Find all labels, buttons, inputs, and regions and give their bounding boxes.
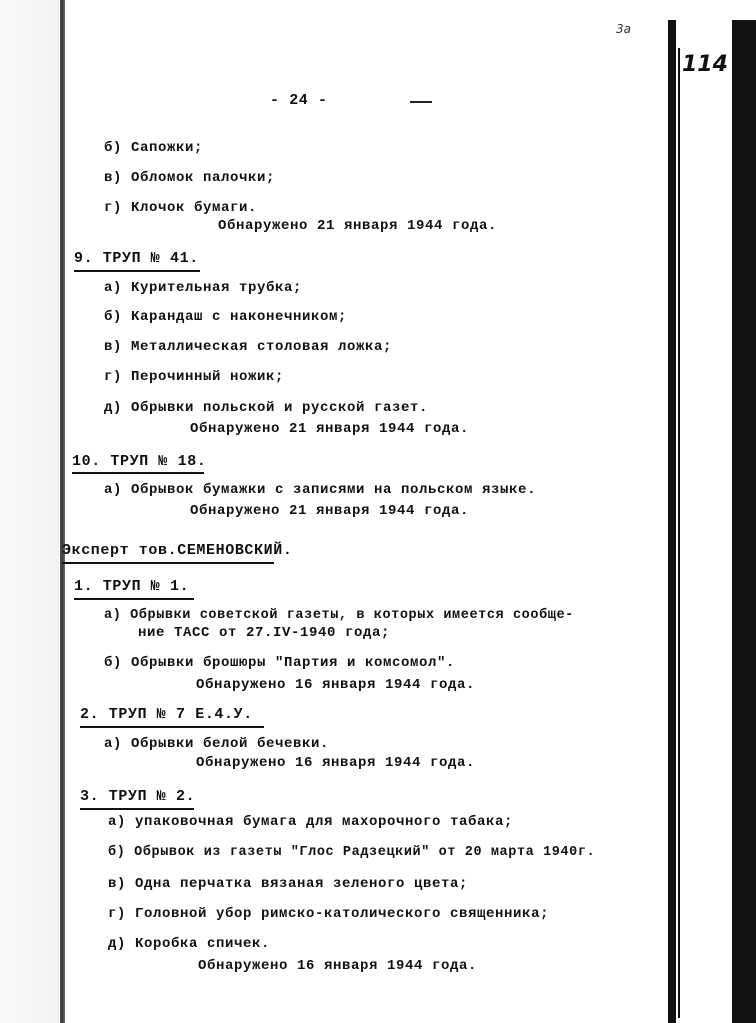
section-heading: 1. ТРУП № 1.	[74, 578, 190, 595]
folio-corner-mark: 3а	[616, 22, 631, 36]
discovery-date: Обнаружено 16 января 1944 года.	[196, 677, 476, 693]
section-heading: 2. ТРУП № 7 Е.4.У.	[80, 706, 253, 723]
expert-heading: Эксперт тов.СЕМЕНОВСКИЙ.	[62, 542, 293, 559]
heading-underline	[62, 562, 274, 564]
discovery-date: Обнаружено 16 января 1944 года.	[198, 958, 478, 974]
dash-mark	[410, 101, 432, 103]
list-item: а) Обрывки белой бечевки.	[104, 736, 330, 752]
list-item: д) Коробка спичек.	[108, 936, 271, 952]
heading-underline	[80, 808, 194, 810]
folio-number: 114	[682, 52, 728, 77]
list-item: в) Обломок палочки;	[104, 170, 276, 186]
list-item: б) Сапожки;	[104, 140, 204, 156]
list-item-continuation: ние ТАСС от 27.IV-1940 года;	[138, 625, 391, 641]
discovery-date: Обнаружено 21 января 1944 года.	[218, 218, 498, 234]
heading-underline	[72, 472, 204, 474]
list-item: а) Обрывки советской газеты, в которых имеется сообще-	[104, 608, 574, 623]
list-item: б) Обрывок из газеты "Глос Радзецкий" от 20 марта 1940г.	[108, 845, 596, 860]
list-item: в) Металлическая столовая ложка;	[104, 339, 393, 355]
binding-edge	[60, 0, 65, 1023]
list-item: б) Обрывки брошюры "Партия и комсомол".	[104, 655, 456, 671]
list-item: в) Одна перчатка вязаная зеленого цвета;	[108, 876, 469, 892]
page-number: - 24 -	[270, 92, 328, 109]
folio-tab	[678, 48, 732, 1018]
discovery-date: Обнаружено 21 января 1944 года.	[190, 421, 470, 437]
list-item: а) Обрывок бумажки с записями на польском языке.	[104, 482, 537, 498]
section-heading: 10. ТРУП № 18.	[72, 453, 207, 470]
page-stack-edge	[668, 20, 756, 1023]
section-heading: 9. ТРУП № 41.	[74, 250, 199, 267]
discovery-date: Обнаружено 16 января 1944 года.	[196, 755, 476, 771]
heading-underline	[74, 270, 200, 272]
section-heading: 3. ТРУП № 2.	[80, 788, 196, 805]
list-item: а) Курительная трубка;	[104, 280, 303, 296]
list-item: г) Перочинный ножик;	[104, 369, 285, 385]
heading-underline	[74, 598, 194, 600]
list-item: а) упаковочная бумага для махорочного табака;	[108, 814, 514, 830]
discovery-date: Обнаружено 21 января 1944 года.	[190, 503, 470, 519]
list-item: д) Обрывки польской и русской газет.	[104, 400, 429, 416]
list-item: б) Карандаш с наконечником;	[104, 309, 348, 325]
heading-underline	[80, 726, 264, 728]
list-item: г) Клочок бумаги.	[104, 200, 258, 216]
list-item: г) Головной убор римско-католического священника;	[108, 906, 550, 922]
scan-left-margin	[0, 0, 60, 1023]
